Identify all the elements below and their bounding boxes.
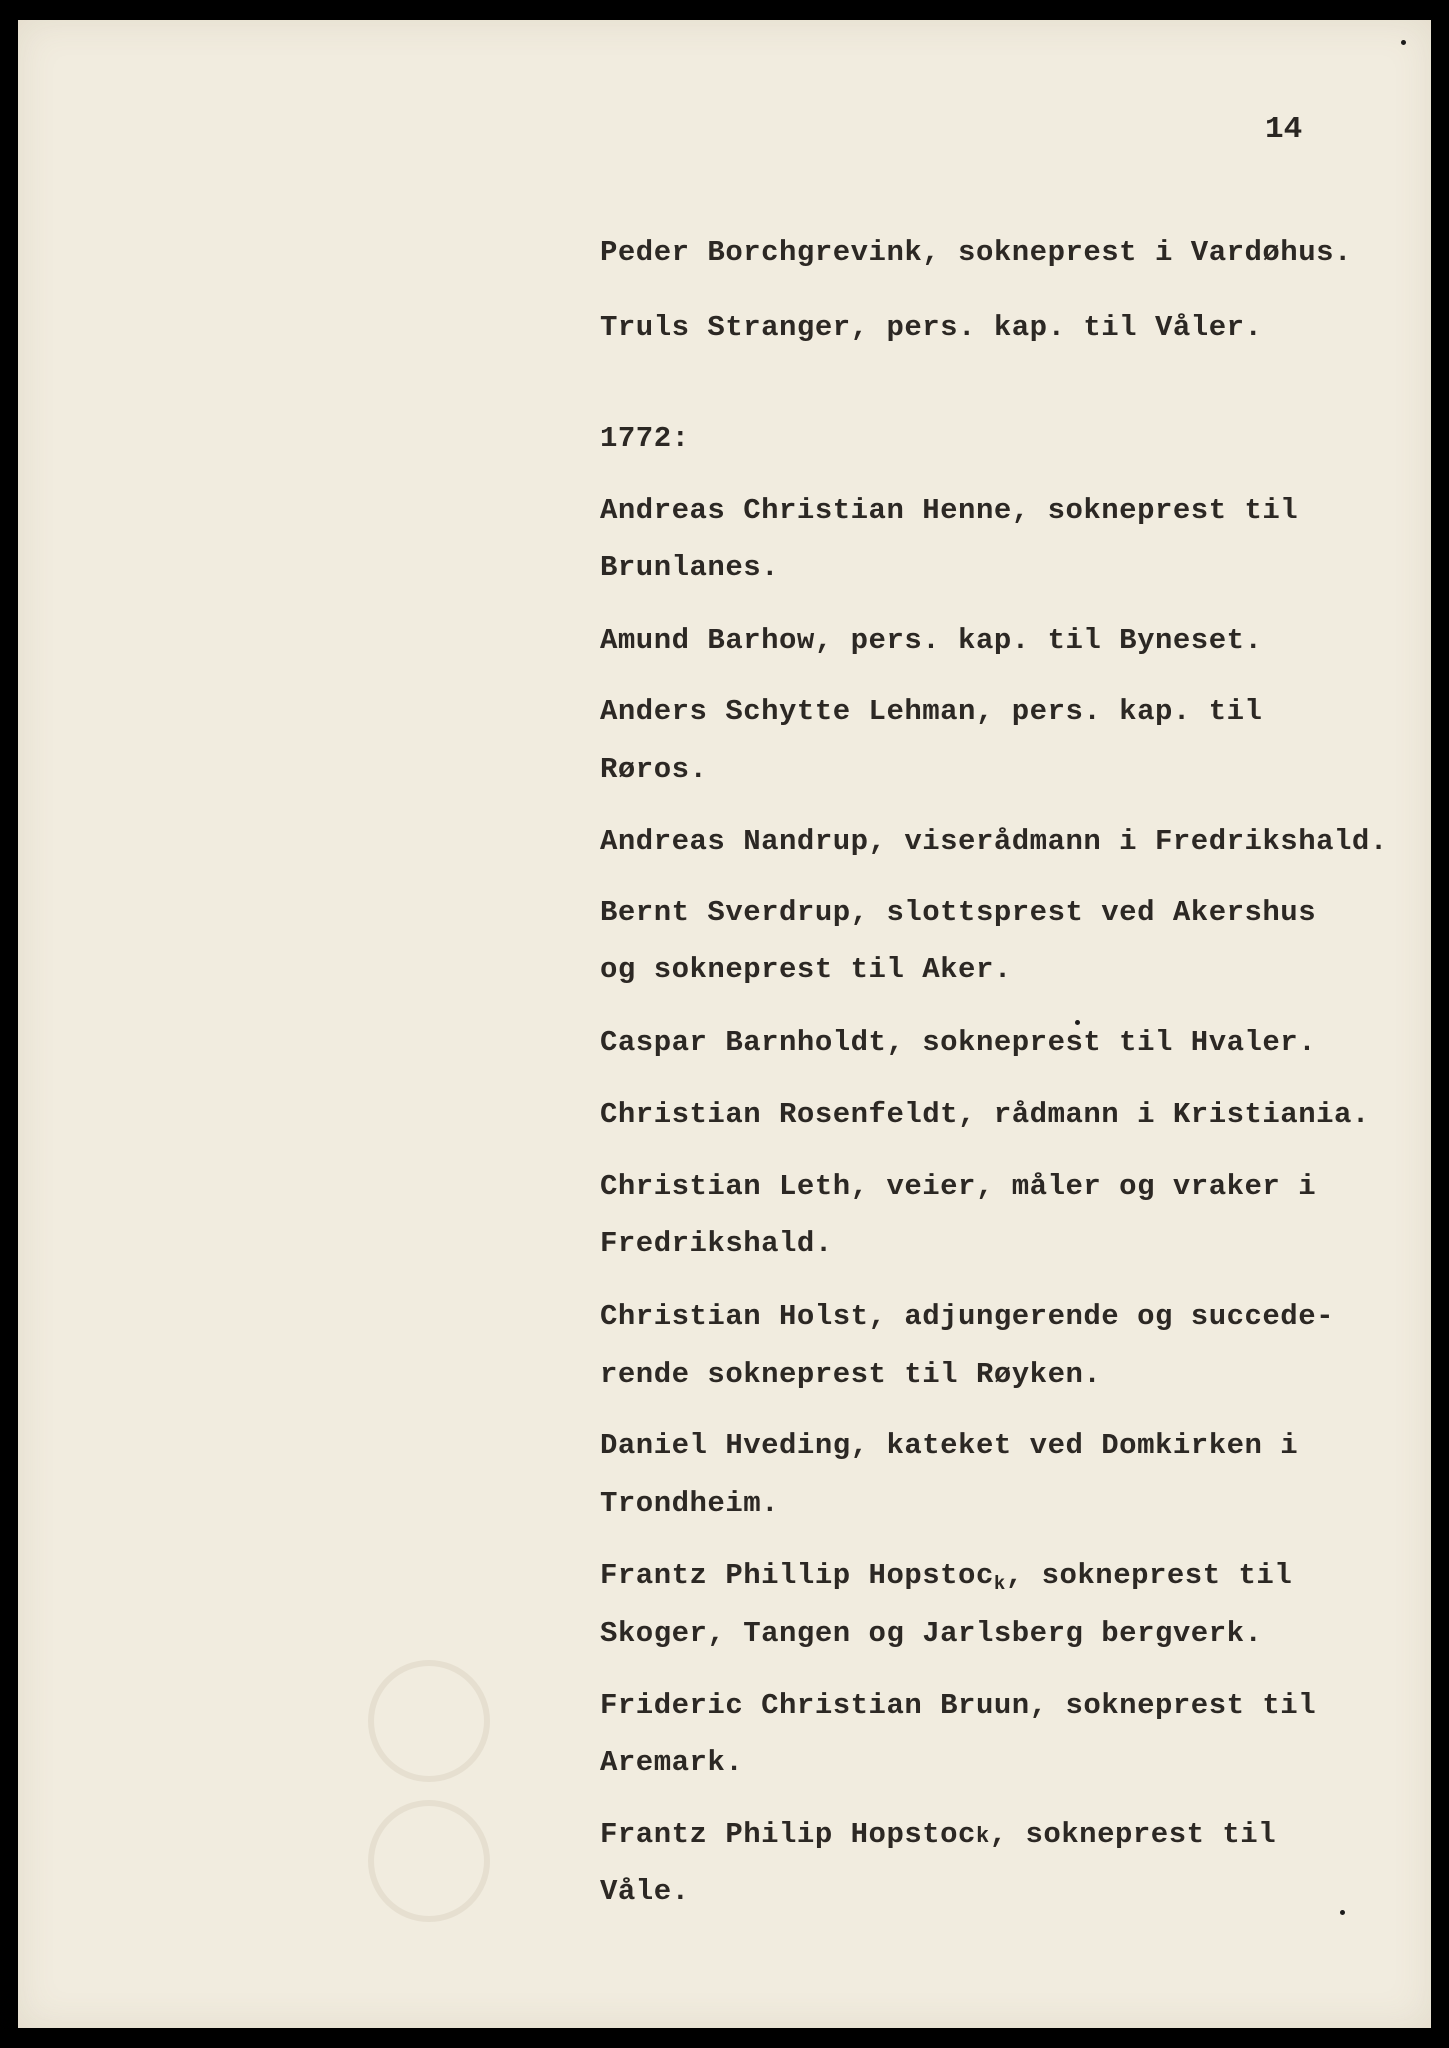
inserted-letter: k	[975, 1824, 990, 1849]
text-line: Peder Borchgrevink, sokneprest i Vardøhus.	[600, 236, 1352, 269]
text-line: Anders Schytte Lehman, pers. kap. til	[600, 695, 1263, 728]
text-line: Daniel Hveding, kateket ved Domkirken i	[600, 1429, 1299, 1462]
year-heading: 1772:	[600, 422, 690, 455]
text-line	[600, 1820, 1276, 1849]
text-line	[600, 1561, 1292, 1594]
page-number: 14	[1265, 112, 1303, 147]
text-line: Fredrikshald.	[600, 1227, 833, 1260]
text-line: Aremark.	[600, 1746, 744, 1779]
text-line: Caspar Barnholdt, sokneprest til Hvaler.	[600, 1026, 1317, 1059]
faded-stamp-mark	[368, 1800, 490, 1922]
text-line: Brunlanes.	[600, 551, 780, 584]
text-line: Røros.	[600, 753, 708, 786]
ink-speck	[1340, 1910, 1345, 1915]
text-line: Christian Holst, adjungerende og succede-	[600, 1300, 1335, 1333]
faded-stamp-mark	[368, 1660, 490, 1782]
text-line: Frideric Christian Bruun, sokneprest til	[600, 1689, 1317, 1722]
text-fragment: , sokneprest til	[1005, 1559, 1293, 1592]
text-line: Christian Leth, veier, måler og vraker i	[600, 1170, 1317, 1203]
text-fragment: Frantz Philip Hopstoc	[600, 1818, 976, 1851]
text-line: Bernt Sverdrup, slottsprest ved Akershus	[600, 896, 1317, 929]
text-line: Christian Rosenfeldt, rådmann i Kristiania.	[600, 1098, 1370, 1131]
text-line: Andreas Nandrup, viserådmann i Fredrikshald.	[600, 825, 1388, 858]
text-line: Truls Stranger, pers. kap. til Våler.	[600, 311, 1263, 344]
ink-speck	[1075, 1020, 1080, 1025]
subscript-correction: k	[993, 1573, 1006, 1595]
text-line: Skoger, Tangen og Jarlsberg bergverk.	[600, 1617, 1263, 1650]
text-line: rende sokneprest til Røyken.	[600, 1358, 1102, 1391]
text-line: Amund Barhow, pers. kap. til Byneset.	[600, 624, 1263, 657]
text-line: Våle.	[600, 1875, 690, 1908]
text-line: og sokneprest til Aker.	[600, 953, 1012, 986]
text-line: Andreas Christian Henne, sokneprest til	[600, 494, 1299, 527]
text-fragment: Frantz Phillip Hopstoc	[600, 1559, 994, 1592]
text-line: Trondheim.	[600, 1487, 780, 1520]
ink-speck	[1401, 40, 1406, 45]
text-fragment: , sokneprest til	[989, 1818, 1277, 1851]
